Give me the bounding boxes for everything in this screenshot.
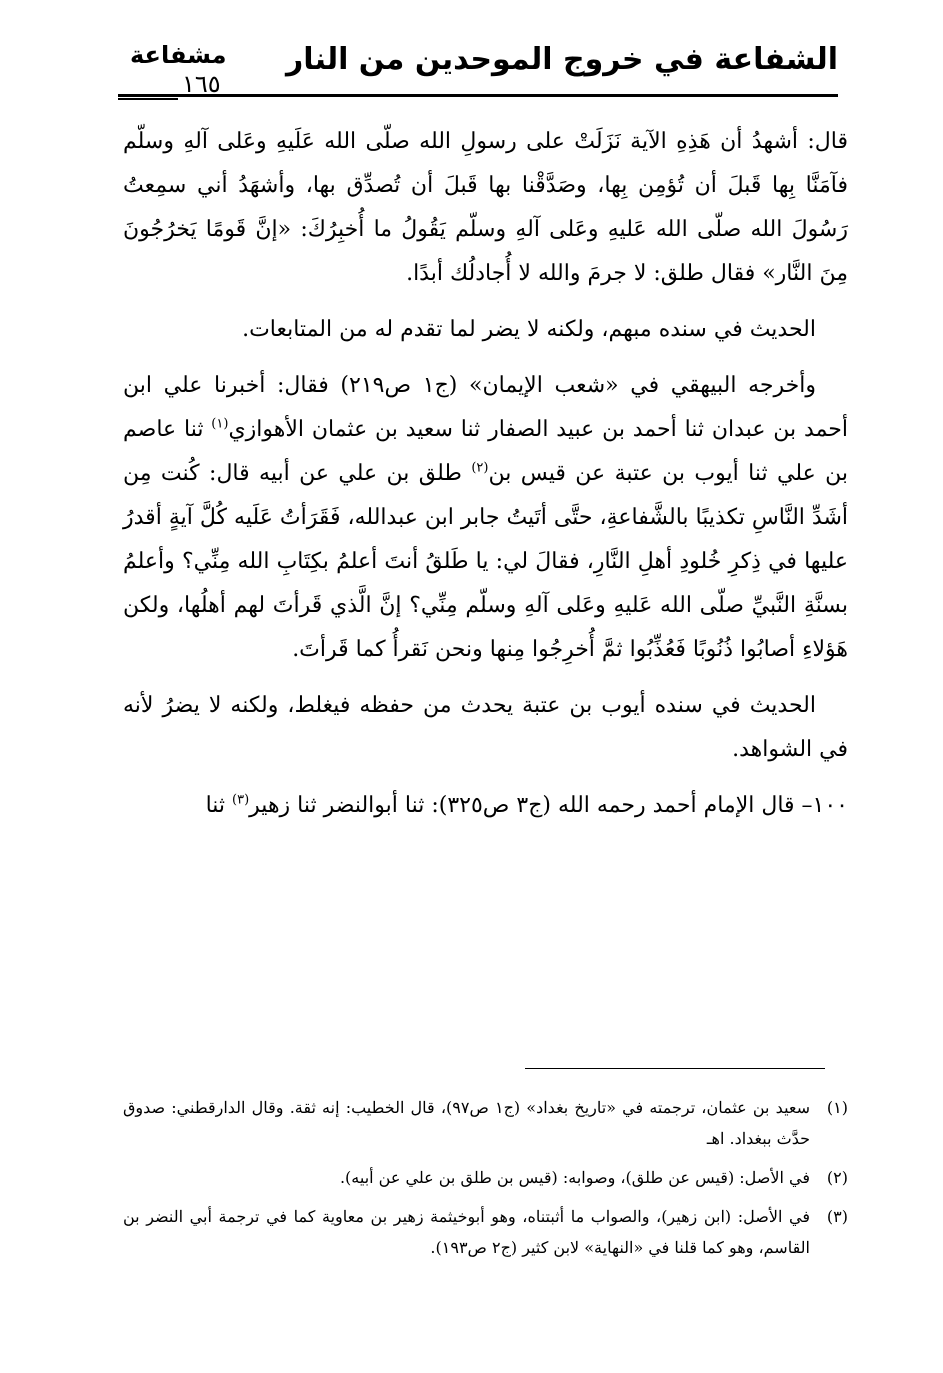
paragraph-3-text-c: طلق بن علي عن أبيه قال: كُنت مِن أشَدِّ النَّاسِ تكذيبًا بالشَّفاعةِ، حتَّى أتَيتُ جابر ابن عبدالله، فَقَرَأتُ عَلَيه كُلَّ آيةٍ أقدرُ عليها في ذِكرِ خُلودِ أهلِ النَّارِ، فقالَ لي: يا طَلقُ أنتَ أعلمُ بكِتَابِ الله مِنِّي؟ وأعلمُ بسنَّةِ النَّبيِّ صلّى الله عَليهِ وعَلى آلهِ وسلّم مِنِّي؟ إنَّ الَّذي قَرأتَ لهم أهلُها، ولكن هَؤلاءِ أصابُوا ذُنُوبًا فَعُذِّبُوا ثمَّ أُخرِجُوا مِنها ونحن نَقرأُ كما قَرأتَ. bbox=[123, 461, 848, 662]
footnote-text: سعيد بن عثمان، ترجمته في «تاريخ بغداد» (ج١ ص٩٧)، قال الخطيب: إنه ثقة. وقال الدارقطني: صدوق حدَّث ببغداد. اهـ bbox=[123, 1098, 811, 1148]
footnote-number: (١) bbox=[826, 1098, 848, 1117]
running-header bbox=[118, 40, 838, 100]
hadith-100 bbox=[123, 784, 848, 828]
main-text bbox=[123, 120, 848, 840]
header-rule bbox=[118, 94, 838, 97]
footnotes bbox=[123, 1092, 848, 1271]
paragraph-2: الحديث في سنده مبهم، ولكنه لا يضر لما تقدم له من المتابعات. bbox=[242, 317, 816, 342]
footnote-ref-3: (٣) bbox=[232, 792, 250, 808]
header-series-mark: مشفاعة bbox=[130, 41, 227, 69]
hadith-100-text-b: ثنا bbox=[205, 793, 233, 818]
footnote-number: (٢) bbox=[826, 1168, 848, 1187]
paragraph-3 bbox=[123, 364, 848, 672]
footnote-text: في الأصل: (قيس عن طلق)، وصوابه: (قيس بن طلق بن علي عن أبيه). bbox=[339, 1168, 810, 1187]
paragraph-3-text-b: ثنا عاصم بن علي ثنا أيوب بن عتبة عن قيس بن bbox=[123, 417, 849, 486]
footnote-1 bbox=[123, 1092, 848, 1154]
paragraph-1: قال: أشهدُ أن هَذِهِ الآية نَزَلَتْ على رسولِ الله صلّى الله عَلَيهِ وعَلى آلهِ وسلّم فآمَنَّا بِها قَبلَ أن تُؤمِن بِها، وصَدَّقْنا بها قَبلَ أن تُصدِّق بها، وأشهَدُ أني سمِعتُ رَسُولَ الله صلّى الله عَليهِ وعَلى آلهِ وسلّم يَقُولُ ما أُخبِرُكَ: «إنَّ قَومًا يَخرُجُونَ مِنَ النَّار» فقال طلق: لا جرمَ والله لا أُجادلُك أبدًا. bbox=[123, 129, 848, 286]
page-number: ١٦٥ bbox=[182, 70, 221, 98]
footnote-text: في الأصل: (ابن زهير)، والصواب ما أثبتناه، وهو أبوخيثمة زهير بن معاوية كما في ترجمة أبي النضر بن القاسم، وهو كما قلنا في «النهاية» لابن كثير (ج٢ ص١٩٣). bbox=[123, 1207, 810, 1257]
footnote-number: (٣) bbox=[826, 1207, 848, 1226]
footnote-2 bbox=[123, 1162, 848, 1193]
paragraph-4: الحديث في سنده أيوب بن عتبة يحدث من حفظه فيغلط، ولكنه لا يضرُ لأنه في الشواهد. bbox=[123, 693, 848, 762]
footnote-3 bbox=[123, 1201, 848, 1263]
footnote-separator bbox=[525, 1068, 825, 1069]
hadith-100-text-a: ١٠٠– قال الإمام أحمد رحمه الله (ج٣ ص٣٢٥): ثنا أبوالنضر ثنا زهير bbox=[249, 793, 848, 818]
header-rule-short bbox=[118, 98, 178, 100]
footnote-ref-2: (٢) bbox=[471, 460, 489, 476]
header-title: الشفاعة في خروج الموحدين من النار bbox=[286, 42, 838, 77]
footnote-ref-1: (١) bbox=[211, 416, 229, 432]
paragraph-3-text-a: وأخرجه البيهقي في «شعب الإيمان» (ج١ ص٢١٩) فقال: أخبرنا علي ابن أحمد بن عبدان ثنا أحمد بن عبيد الصفار ثنا سعيد بن عثمان الأهوازي bbox=[123, 373, 848, 442]
